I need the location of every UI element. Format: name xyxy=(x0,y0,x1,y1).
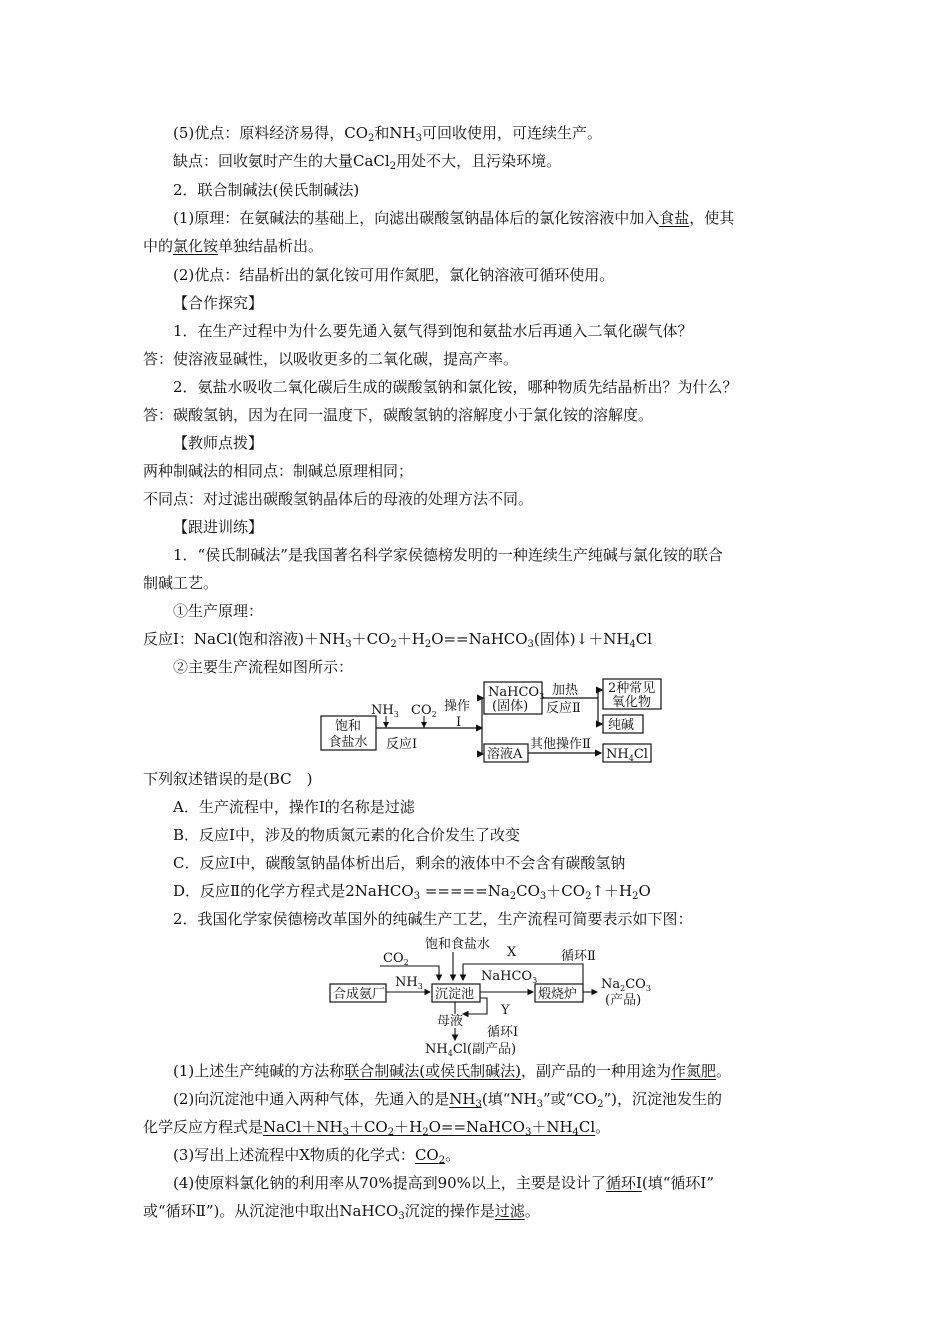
ammonia-soda-advantages: (5)优点：原料经济易得，$CO_2$和$NH_3$可回收使用，可连续生产。 xyxy=(173,124,603,144)
hou-principle-cont: 中的氯化铵单独结晶析出。 xyxy=(143,237,324,255)
ammonia-soda-disadvantages: 缺点：回收氨时产生的大量CaCl$_2$用处不大，且污染环境。 xyxy=(173,152,562,172)
mother-liquor-label: 母液 xyxy=(437,1014,464,1029)
section-follow-up: 【跟进训练】 xyxy=(173,518,264,536)
box-label: 纯碱 xyxy=(608,718,635,733)
option-b: B．反应Ⅰ中，涉及的物质氮元素的化合价发生了改变 xyxy=(173,826,520,844)
exercise-1-stem: 1．“侯氏制碱法”是我国著名科学家侯德榜发明的一种连续生产纯碱与氯化铵的联合 xyxy=(173,546,723,564)
box-label: 食盐水 xyxy=(328,735,368,750)
nh3-label: $NH_3$ xyxy=(395,975,423,991)
cycle-1-label: 循环Ⅰ xyxy=(487,1025,519,1040)
section-teacher-tips: 【教师点拨】 xyxy=(173,434,264,452)
answer-q4: (4)使原料氯化钠的利用率从70%提高到90%以上，主要是设计了循环Ⅰ(填“循环Ⅰ” xyxy=(173,1174,714,1192)
question-2: 2．氨盐水吸收二氧化碳后生成的碳酸氢钠和氯化铵，哪种物质先结晶析出？为什么？ xyxy=(173,378,738,396)
question-1: 1．在生产过程中为什么要先通入氨气得到饱和氨盐水后再通入二氧化碳气体？ xyxy=(173,322,693,340)
x-label: X xyxy=(507,945,517,960)
answer-q3: (3)写出上述流程中X物质的化学式：$CO_2$。 xyxy=(173,1146,461,1166)
similarity-text: 两种制碱法的相同点：制碱总原理相同； xyxy=(143,462,414,480)
product-label: (产品) xyxy=(605,993,642,1008)
box-label: 沉淀池 xyxy=(435,987,475,1002)
co2-label: $CO_2$ xyxy=(383,951,409,967)
nh3-label: $NH_3$ xyxy=(371,703,399,719)
box-label: 合成氨厂 xyxy=(333,987,386,1002)
box-label: (固体) xyxy=(492,699,529,714)
box-label: 溶液A xyxy=(487,747,523,762)
box-label: 煅烧炉 xyxy=(538,987,578,1002)
section-heading-hou-method: 2．联合制碱法(侯氏制碱法) xyxy=(173,181,360,199)
answer-2: 答：碳酸氢钠，因为在同一温度下，碳酸氢钠的溶解度小于氯化铵的溶解度。 xyxy=(143,406,654,424)
exercise-1-question: 下列叙述错误的是(BC ) xyxy=(143,770,313,788)
box-label: $NH_4Cl$ xyxy=(606,747,648,763)
option-d: D．反应Ⅱ的化学方程式是2NaHCO$_3$ $=====Na_2CO_3+CO_2↑+H_2O$ xyxy=(173,882,651,902)
answer-q4-cont: 或“循环Ⅱ”)。从沉淀池中取出NaHCO$_3$沉淀的操作是过滤。 xyxy=(143,1202,540,1222)
box-label: 2种常见 xyxy=(608,681,656,696)
flow-diagram-2 xyxy=(325,934,665,1056)
flow-intro: ②主要生产流程如图所示： xyxy=(173,658,354,676)
box-label: 饱和 xyxy=(334,719,362,734)
operation-label: Ⅰ xyxy=(456,715,462,730)
answer-q2-equation: 化学反应方程式是$NaCl+NH_3+CO_2+H_2O==NaHCO_3+NH_4Cl$。 xyxy=(143,1118,611,1138)
box-label: 氧化物 xyxy=(612,695,652,710)
option-c: C．反应Ⅰ中，碳酸氢钠晶体析出后，剩余的液体中不会含有碳酸氢钠 xyxy=(173,854,626,872)
reaction-2-label: 反应Ⅱ xyxy=(546,701,581,716)
production-principle: ①生产原理： xyxy=(173,602,264,620)
nh4cl-byproduct-label: $NH_4Cl$(副产品) xyxy=(425,1042,517,1056)
cycle-2-label: 循环Ⅱ xyxy=(561,949,596,964)
answer-1: 答：使溶液显碱性，以吸收更多的二氧化碳，提高产率。 xyxy=(143,350,519,368)
na2co3-label: $Na_2CO_3$ xyxy=(601,977,651,993)
answer-q2: (2)向沉淀池中通入两种气体，先通入的是$NH_3$(填“$NH_3$”或“$CO_2$”)，沉淀池发生的 xyxy=(173,1090,722,1110)
box-label: NaHCO$_3$ xyxy=(488,685,545,701)
y-label: Y xyxy=(501,1003,510,1018)
brine-label: 饱和食盐水 xyxy=(425,937,491,952)
difference-text: 不同点：对过滤出碳酸氢钠晶体后的母液的处理方法不同。 xyxy=(143,490,534,508)
exercise-1-stem-cont: 制碱工艺。 xyxy=(143,574,219,592)
heat-label: 加热 xyxy=(552,683,579,698)
flow-diagram-1 xyxy=(316,676,666,764)
reaction-1-equation: 反应Ⅰ：NaCl(饱和溶液)$+NH_3+CO_2+H_2O==NaHCO_3$(固体)$↓+NH_4Cl$ xyxy=(143,630,653,650)
hou-principle: (1)原理：在氨碱法的基础上，向滤出碳酸氢钠晶体后的氯化铵溶液中加入食盐，使其 xyxy=(173,209,735,227)
answer-q1: (1)上述生产纯碱的方法称联合制碱法(或侯氏制碱法)，副产品的一种用途为作氮肥。 xyxy=(173,1062,732,1080)
exercise-2-stem: 2．我国化学家侯德榜改革国外的纯碱生产工艺，生产流程可简要表示如下图： xyxy=(173,910,693,928)
hou-advantages: (2)优点：结晶析出的氯化铵可用作氮肥，氯化钠溶液可循环使用。 xyxy=(173,266,615,284)
operation-label: 操作 xyxy=(444,699,471,714)
other-operation-label: 其他操作Ⅱ xyxy=(530,737,591,752)
option-a: A．生产流程中，操作Ⅰ的名称是过滤 xyxy=(173,798,415,816)
reaction-1-label: 反应Ⅰ xyxy=(386,737,418,752)
section-cooperative-inquiry: 【合作探究】 xyxy=(173,294,264,312)
nahco3-label: NaHCO$_3$ xyxy=(481,969,538,985)
co2-label: $CO_2$ xyxy=(411,703,437,719)
